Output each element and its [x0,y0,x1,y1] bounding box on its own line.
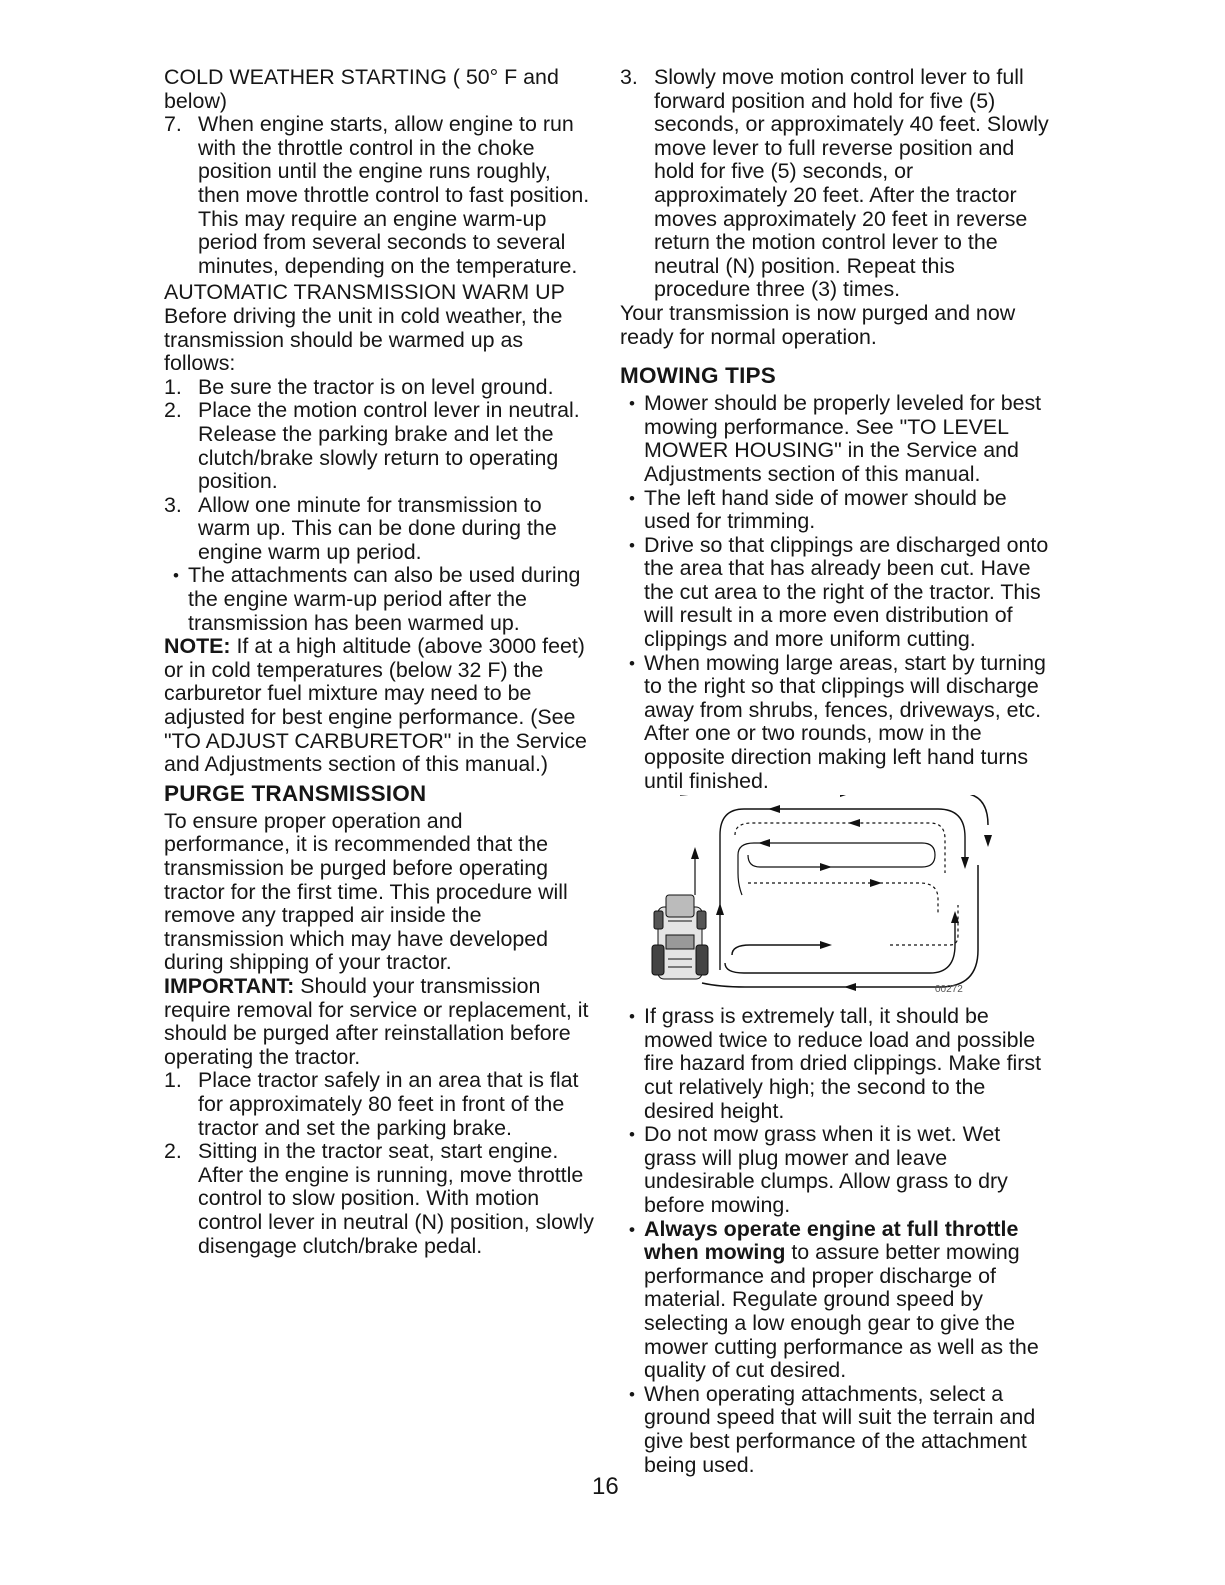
outer-path-top [680,795,988,825]
step-item [164,494,594,565]
second-path-bottom [725,915,955,973]
bullet-text: The left hand side of mower should be used for trimming. [644,485,1007,534]
cold-weather-heading: COLD WEATHER STARTING ( 50° F and below) [164,65,559,113]
mowing-pattern-figure [620,795,1050,1005]
bullet-text: When mowing large areas, start by turning to the right so that clippings will discharge away from shrubs, fences, driveways, etc. After one or two rounds, mow in the opposite direction making left hand turns until finished. [644,650,1046,793]
bullet-item [620,1383,1050,1477]
mowing-tips-bullets-a [620,392,1050,793]
step-number: 7. [164,112,182,137]
bullet-dot-icon: • [173,566,179,586]
bullet-dot-icon: • [629,653,635,673]
figure-code: 00272 [935,984,963,996]
bullet-text: The attachments can also be used during the engine warm-up period after the transmission has been warmed up. [188,563,581,635]
step-item [620,66,1050,302]
note-paragraph [164,635,594,777]
step-item [164,113,594,278]
step-number: 1. [164,1068,182,1093]
purge-steps-continued [620,66,1050,302]
bullet-item [620,1005,1050,1123]
bullet-dot-icon: • [629,1219,635,1239]
bullet-dot-icon: • [629,488,635,508]
note-text: If at a high altitude (above 3000 feet) or in cold temperatures (below 32 F) the carburetor fuel mixture may need to be adjusted for best engine performance. (See "TO ADJUST CARBURETOR" in the Service and Adjustments section of this manual.) [164,634,587,777]
bottom-dashed-path [890,905,958,945]
bullet-text: Mower should be properly leveled for best mowing performance. See "TO LEVEL MOWER HOUSING" in the Service and Adjustments section of this manual. [644,391,1042,486]
arrow-left-icon [844,983,856,991]
arrow-right-icon [820,863,832,871]
auto-transmission-bullets [164,564,594,635]
arrow-up-icon [716,903,724,915]
arrow-down-icon [961,857,969,869]
bullet-item [620,534,1050,652]
mowing-tips-heading: MOWING TIPS [620,363,776,389]
step-item [164,376,594,400]
bullet-item [620,1218,1050,1383]
inner-dashed-bottom [748,883,938,913]
auto-transmission-steps [164,376,594,565]
bullet-text: If grass is extremely tall, it should be mowed twice to reduce load and possible fire hazard from dried clippings. Make first cut relatively high; the second to the desired height. [644,1004,1042,1123]
bottom-run-path [732,945,820,955]
arrow-right-icon [870,879,882,887]
bullet-text: Do not mow grass when it is wet. Wet grass will plug mower and leave undesirable clumps. Allow grass to dry before mowing. [644,1122,1008,1217]
bullet-item [620,487,1050,534]
arrow-left-icon [848,819,860,827]
purge-transmission-heading: PURGE TRANSMISSION [164,780,427,806]
step-item [164,399,594,493]
bullet-dot-icon: • [629,394,635,414]
step-number: 2. [164,1139,182,1164]
auto-transmission-heading: AUTOMATIC TRANSMISSION WARM UP [164,280,565,305]
right-column [620,66,1050,1477]
important-paragraph [164,975,594,1069]
step-number: 2. [164,398,182,423]
step-text: Slowly move motion control lever to full forward position and hold for five (5) seconds, or approximately 40 feet. Slowly move lever to full reverse position and hold for five (5) seconds, or approximately 20 feet. After the tractor moves approximately 20 feet in reverse return the motion control lever to the neutral (N) position. Repeat this procedure three (3) times. [654,65,1049,302]
arrow-up-icon [691,847,699,859]
step-text: Sitting in the tractor seat, start engine. After the engine is running, move throttle control to slow position. With motion control lever in neutral (N) position, slowly disengage clutch/brake pedal. [198,1139,594,1258]
step-text: Be sure the tractor is on level ground. [198,374,554,399]
step-number: 3. [164,492,182,517]
step-text: Place the motion control lever in neutral. Release the parking brake and let the clutch/brake slowly return to operating position. [198,398,580,494]
bullet-dot-icon: • [629,1007,635,1027]
arrow-right-icon [820,941,832,949]
purge-conclusion: Your transmission is now purged and now ready for normal operation. [620,300,1016,349]
page-number: 16 [592,1473,619,1500]
auto-transmission-intro: Before driving the unit in cold weather, the transmission should be warmed up as follows: [164,303,563,376]
arrow-left-icon [768,805,780,813]
note-label: NOTE: [164,634,231,659]
step-item [164,1069,594,1140]
step-text: Allow one minute for transmission to warm up. This can be done during the engine warm up period. [198,492,557,564]
step-text: When engine starts, allow engine to run with the throttle control in the choke position until the engine runs roughly, then move throttle control to fast position. This may require an engine warm-up period from several seconds to several minutes, depending on the temperature. [198,112,590,278]
important-text: Should your transmission require removal for service or replacement, it should be purged after reinstallation before operating the tractor. [164,973,589,1069]
purge-intro: To ensure proper operation and performance, it is recommended that the transmission be purged before operating tractor for the first time. This procedure will remove any trapped air inside the transmission which may have developed during shipping of your tractor. [164,808,568,975]
arrow-down-icon [984,835,992,847]
arrow-left-icon [758,839,770,847]
important-label: IMPORTANT: [164,973,295,998]
left-column [164,66,594,1258]
step-text: Place tractor safely in an area that is flat for approximately 80 feet in front of the tractor and set the parking brake. [198,1068,579,1140]
throttle-bold-text: Always operate engine at full throttle when mowing [644,1216,1019,1265]
purge-steps [164,1069,594,1258]
cold-weather-steps [164,113,594,278]
bullet-text: Drive so that clippings are discharged onto the area that has already been cut. Have the cut area to the right of the tractor. This will result in a more even distribution of clippings and more uniform cutting. [644,532,1049,652]
step-number: 3. [620,65,638,89]
bullet-dot-icon: • [629,535,635,555]
second-path [720,809,965,970]
arrow-right-icon [840,795,852,797]
mowing-tips-bullets-b [620,1005,1050,1477]
bullet-item [620,1123,1050,1217]
bullet-dot-icon: • [629,1125,635,1145]
throttle-text: to assure better mowing performance and proper discharge of material. Regulate ground speed by selecting a low enough gear to give the mower cutting performance as well as the quality of cut desired. [644,1240,1039,1383]
bullet-item [620,652,1050,794]
inner-dashed-top [735,823,945,873]
mowing-pattern-diagram [620,795,1050,1005]
bullet-dot-icon: • [629,1384,635,1404]
tractor-icon [652,895,708,979]
bullet-text: When operating attachments, select a ground speed that will suit the terrain and give best performance of the attachment being used. [644,1381,1036,1477]
step-item [164,1140,594,1258]
bullet-item [620,392,1050,486]
bullet-item [164,564,594,635]
inner-loop [738,843,935,895]
step-number: 1. [164,374,182,399]
